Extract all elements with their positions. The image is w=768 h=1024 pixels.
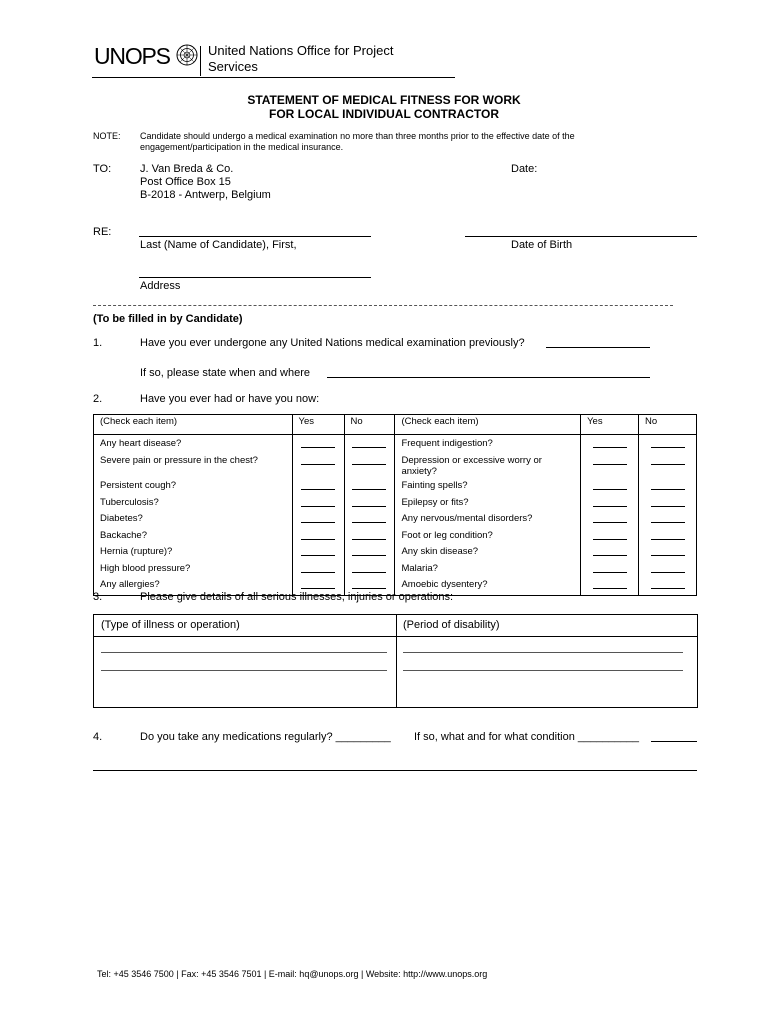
disability-period-line[interactable]	[403, 670, 683, 671]
no-checkbox[interactable]	[344, 528, 395, 545]
no-checkbox[interactable]	[639, 453, 697, 479]
header-rule	[92, 77, 455, 78]
condition-label: Diabetes?	[94, 511, 293, 528]
yes-checkbox[interactable]	[292, 495, 344, 512]
yes-checkbox[interactable]	[581, 511, 639, 528]
table-row	[94, 435, 697, 453]
note-text: Candidate should undergo a medical examination no more than three months prior to the effective date of the engagement/participation in the medical insurance.	[140, 131, 575, 152]
un-emblem-icon	[176, 44, 198, 66]
q1-text: Have you ever undergone any United Nations medical examination previously?	[140, 337, 525, 349]
table-row	[94, 528, 697, 545]
no-checkbox[interactable]	[344, 453, 395, 479]
checklist-header-row	[94, 415, 697, 435]
yes-checkbox[interactable]	[581, 495, 639, 512]
yes-checkbox[interactable]	[292, 544, 344, 561]
illness-type-line[interactable]	[101, 652, 387, 653]
address-field[interactable]	[139, 277, 371, 278]
yes-checkbox[interactable]	[581, 435, 639, 453]
illness-details-table	[93, 614, 698, 708]
yes-checkbox[interactable]	[292, 528, 344, 545]
no-checkbox[interactable]	[639, 478, 697, 495]
dob-caption: Date of Birth	[511, 239, 573, 251]
date-label: Date:	[511, 163, 538, 175]
condition-label: High blood pressure?	[94, 561, 293, 578]
col-header-no: No	[639, 415, 697, 435]
unops-logo-text: UNOPS	[94, 43, 170, 69]
no-checkbox[interactable]	[344, 495, 395, 512]
name-caption: Last (Name of Candidate), First,	[140, 239, 297, 251]
address-caption: Address	[140, 280, 181, 292]
no-checkbox[interactable]	[344, 478, 395, 495]
condition-label: Epilepsy or fits?	[395, 495, 581, 512]
table-row	[94, 511, 697, 528]
q1-followup-text: If so, please state when and where	[140, 367, 310, 379]
no-checkbox[interactable]	[639, 511, 697, 528]
illness-type-header: (Type of illness or operation)	[101, 619, 240, 631]
header-divider	[200, 46, 201, 76]
org-name-line1: United Nations Office for Project	[208, 43, 394, 58]
footer-contact: Tel: +45 3546 7500 | Fax: +45 3546 7501 | E-mail: hq@unops.org | Website: http://www.unops.org	[97, 969, 488, 979]
condition-label: Persistent cough?	[94, 478, 293, 495]
q4-followup-text: If so, what and for what condition __________	[414, 731, 640, 743]
yes-checkbox[interactable]	[292, 478, 344, 495]
section-divider	[93, 305, 673, 306]
condition-label: Any heart disease?	[94, 435, 293, 453]
no-checkbox[interactable]	[344, 511, 395, 528]
to-address-line2: Post Office Box 15	[140, 176, 231, 188]
q4-details-field[interactable]	[93, 770, 697, 771]
col-header-item: (Check each item)	[395, 415, 581, 435]
no-checkbox[interactable]	[639, 561, 697, 578]
candidate-name-field[interactable]	[139, 236, 371, 237]
org-name	[208, 43, 438, 75]
to-address-line3: B-2018 - Antwerp, Belgium	[140, 189, 271, 201]
no-checkbox[interactable]	[639, 435, 697, 453]
table-row	[94, 478, 697, 495]
yes-checkbox[interactable]	[581, 528, 639, 545]
yes-checkbox[interactable]	[292, 511, 344, 528]
col-header-yes: Yes	[581, 415, 639, 435]
org-name-line2: Services	[208, 59, 258, 74]
condition-label: Frequent indigestion?	[395, 435, 581, 453]
q2-text: Have you ever had or have you now:	[140, 393, 320, 405]
q4-number: 4.	[93, 731, 103, 743]
no-checkbox[interactable]	[639, 495, 697, 512]
yes-checkbox[interactable]	[581, 544, 639, 561]
condition-label: Backache?	[94, 528, 293, 545]
yes-checkbox[interactable]	[292, 453, 344, 479]
yes-checkbox[interactable]	[292, 435, 344, 453]
q3-text: Please give details of all serious illnesses, injuries or operations:	[140, 591, 454, 603]
table-row	[94, 453, 697, 479]
yes-checkbox[interactable]	[292, 561, 344, 578]
yes-checkbox[interactable]	[581, 561, 639, 578]
col-header-yes: Yes	[292, 415, 344, 435]
to-label: TO:	[93, 163, 112, 175]
no-checkbox[interactable]	[344, 435, 395, 453]
table-row	[94, 544, 697, 561]
col-header-item: (Check each item)	[94, 415, 293, 435]
q1-when-where-field[interactable]	[327, 377, 650, 378]
condition-label: Tuberculosis?	[94, 495, 293, 512]
condition-label: Severe pain or pressure in the chest?	[94, 453, 293, 479]
illness-table-divider	[396, 615, 397, 707]
no-checkbox[interactable]	[639, 544, 697, 561]
q3-number: 3.	[93, 591, 103, 603]
q4-text: Do you take any medications regularly? _________	[140, 731, 391, 743]
col-header-no: No	[344, 415, 395, 435]
condition-label: Any skin disease?	[395, 544, 581, 561]
q1-answer-field[interactable]	[546, 347, 650, 348]
table-row	[94, 561, 697, 578]
illness-type-line[interactable]	[101, 670, 387, 671]
condition-label: Any allergies?	[94, 577, 293, 596]
condition-label: Foot or leg condition?	[395, 528, 581, 545]
condition-label: Depression or excessive worry or anxiety?	[395, 453, 581, 479]
no-checkbox[interactable]	[344, 544, 395, 561]
condition-label: Amoebic dysentery?	[395, 577, 581, 596]
no-checkbox[interactable]	[344, 561, 395, 578]
disability-period-header: (Period of disability)	[403, 619, 500, 631]
q4-condition-field[interactable]	[651, 741, 697, 742]
to-address-line1: J. Van Breda & Co.	[140, 163, 234, 175]
condition-label: Malaria?	[395, 561, 581, 578]
condition-label: Hernia (rupture)?	[94, 544, 293, 561]
no-checkbox[interactable]	[639, 528, 697, 545]
yes-checkbox[interactable]	[581, 577, 639, 596]
date-of-birth-field[interactable]	[465, 236, 697, 237]
q2-number: 2.	[93, 393, 103, 405]
disability-period-line[interactable]	[403, 652, 683, 653]
table-row	[94, 495, 697, 512]
condition-label: Fainting spells?	[395, 478, 581, 495]
yes-checkbox[interactable]	[581, 453, 639, 479]
condition-label: Any nervous/mental disorders?	[395, 511, 581, 528]
note-label: NOTE:	[93, 131, 121, 141]
conditions-checklist-table	[93, 414, 697, 596]
no-checkbox[interactable]	[639, 577, 697, 596]
re-label: RE:	[93, 226, 112, 238]
form-title-line1: STATEMENT OF MEDICAL FITNESS FOR WORK	[247, 93, 521, 107]
q1-number: 1.	[93, 337, 103, 349]
form-title-line2: FOR LOCAL INDIVIDUAL CONTRACTOR	[269, 107, 499, 121]
yes-checkbox[interactable]	[581, 478, 639, 495]
candidate-section-heading: (To be filled in by Candidate)	[93, 313, 243, 325]
